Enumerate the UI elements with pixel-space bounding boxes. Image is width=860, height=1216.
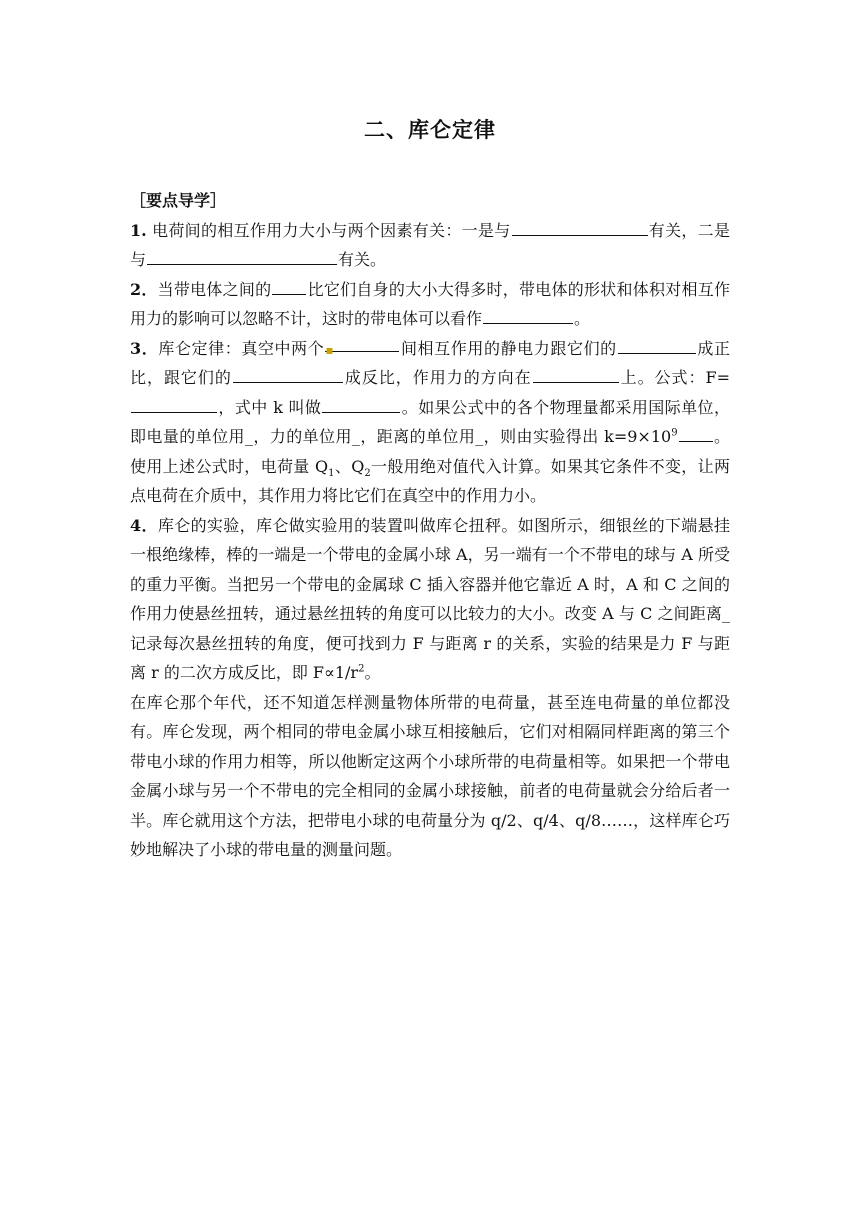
fill-blank[interactable] (533, 365, 619, 383)
item-text: 。如果公式中的各个物理量都采用国际单位，即电量的单位用_，力的单位用_，距离的单位用_，则由实验得出 k=9×10 (130, 397, 730, 446)
exponent: 9 (671, 427, 678, 439)
item-text: 有关。 (338, 250, 387, 269)
exponent: 2 (358, 663, 365, 675)
item-4 (130, 511, 730, 688)
paragraph-5: 在库仑那个年代，还不知道怎样测量物体所带的电荷量，甚至连电荷量的单位都没有。库仑发现，两个相同的带电金属小球互相接触后，它们对相隔同样距离的第三个带电小球的作用力相等，所以他断定这两个小球所带的电荷量相等。如果把一个带电金属小球与另一个不带电的完全相同的金属小球接触，前者的电荷量就会分给后者一半。库仑就用这个方法，把带电小球的电荷量分为 q/2、q/4、q/8……，这样库仑巧妙地解决了小球的带电量的测量问题。 (130, 692, 730, 859)
item-1 (130, 216, 730, 275)
item-text: 。使用上述公式时，电荷量 Q (130, 427, 730, 476)
fill-blank[interactable] (233, 365, 343, 383)
item-text: 成反比，作用力的方向在 (343, 368, 532, 387)
item-text: 库仑定律：真空中两个 (158, 338, 325, 358)
document-body (130, 186, 730, 865)
item-number: 1. (130, 220, 147, 240)
fill-blank[interactable] (512, 218, 648, 236)
mark-dot-icon: ▪ (325, 342, 334, 357)
fill-blank[interactable] (618, 336, 696, 354)
item-2 (130, 275, 730, 334)
item-number: 2． (130, 279, 158, 299)
item-text: 间相互作用的静电力跟它们的 (400, 338, 617, 358)
item-text: 上。公式：F= (619, 368, 730, 387)
item-text: 成正比，跟它们的 (130, 338, 730, 387)
item-text: 一般用绝对值代入计算。如果其它条件不变，让两点电荷在介质中，其作用力将比它们在真空中的作用力小。 (130, 456, 730, 505)
fill-blank[interactable] (131, 395, 217, 413)
item-text: 有关，二是与 (130, 220, 730, 269)
item-text: 比它们自身的大小大得多时，带电体的形状和体积对相互作用力的影响可以忽略不计，这时的带电体可以看作 (130, 279, 730, 328)
item-text: 、Q (334, 456, 365, 476)
fill-blank[interactable] (483, 306, 573, 324)
item-3 (130, 334, 730, 511)
subscript: 1 (328, 467, 335, 479)
item-number: 3． (130, 338, 159, 358)
item-text: 库仑的实验，库仑做实验用的装置叫做库仑扭秤。如图所示，细银丝的下端悬挂一根绝缘棒，棒的一端是一个带电的金属小球 A，另一端有一个不带电的球与 A 所受的重力平衡。当把另一个带电的金属球 C 插入容器并他它靠近 A 时，A 和 C 之间的作用力使悬丝扭转，通过悬丝扭转的角度可以比较力的大小。改变 A 与 C 之间距离_记录每次悬丝扭转的角度，便可找到力 F 与距离 r 的关系，实验的结果是力 F 与距离 r 的二次方成反比，即 F∝1/r (130, 515, 730, 682)
fill-blank[interactable] (322, 395, 400, 413)
subscript: 2 (364, 467, 371, 479)
item-text: 电荷间的相互作用力大小与两个因素有关：一是与 (146, 220, 511, 240)
section-heading: ［要点导学］ (130, 191, 227, 210)
fill-blank[interactable] (325, 334, 399, 357)
item-text: 当带电体之间的 (157, 279, 272, 299)
page-title: 二、库仑定律 (364, 118, 496, 142)
fill-blank[interactable] (147, 247, 337, 265)
fill-blank[interactable] (679, 424, 713, 442)
item-text: 。 (364, 663, 381, 682)
fill-blank[interactable] (272, 277, 306, 295)
item-number: 4． (130, 515, 158, 535)
item-text: ，式中 k 叫做 (218, 397, 322, 417)
item-text: 。 (574, 309, 591, 328)
